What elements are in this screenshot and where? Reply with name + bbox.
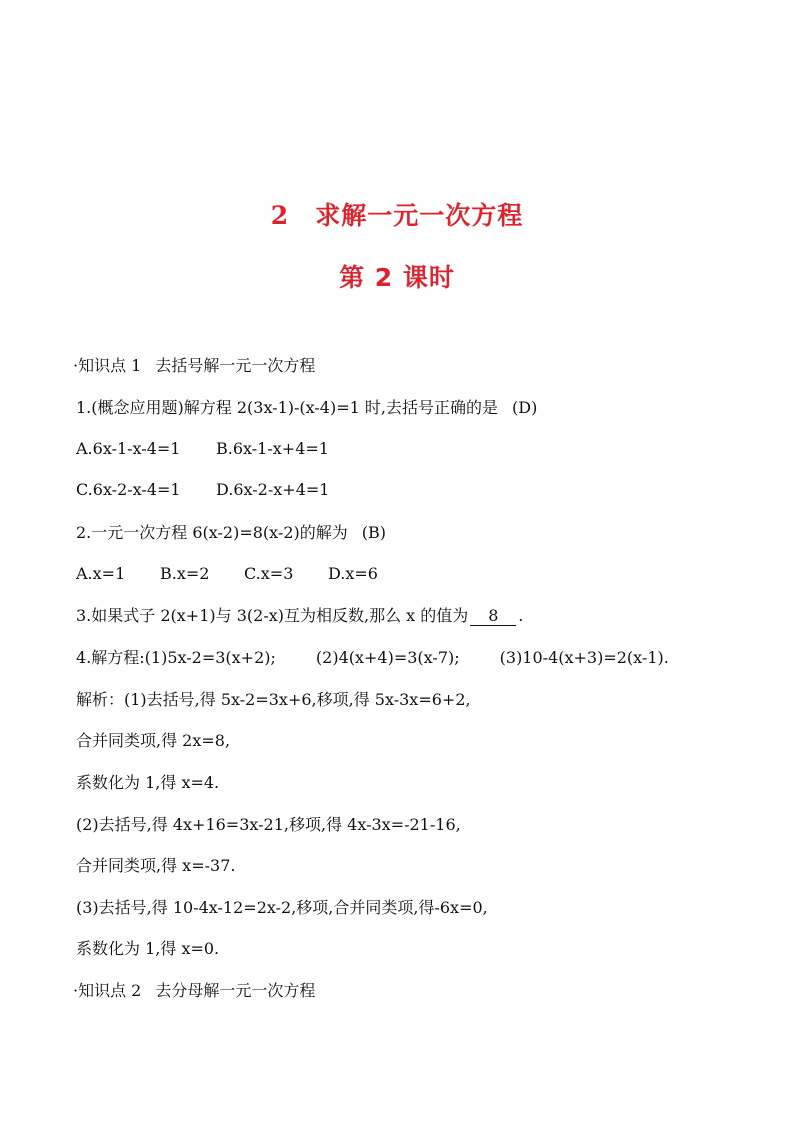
question-1-stem: 1.(概念应用题)解方程 2(3x-1)-(x-4)=1 时,去括号正确的是 [76, 398, 498, 417]
solution-line-1: 解析：(1)去括号,得 5x-2=3x+6,移项,得 5x-3x=6+2, [76, 690, 471, 709]
section-title: 求解一元一次方程 [315, 201, 524, 230]
solution-line-2: 合并同类项,得 2x=8, [76, 731, 231, 750]
solution-line-4: (2)去括号,得 4x+16=3x-21,移项,得 4x-3x=-21-16, [76, 815, 461, 834]
option-b: B.x=2 [160, 564, 210, 583]
question-3-end: . [518, 606, 524, 625]
solution-line-6: (3)去括号,得 10-4x-12=2x-2,移项,合并同类项,得-6x=0, [76, 898, 488, 917]
knowledge-point-2 [73, 981, 315, 1001]
question-3-blank: 8 [470, 607, 516, 626]
question-3 [76, 606, 523, 626]
question-1-options-row-2 [76, 480, 329, 500]
option-b: B.6x-1-x+4=1 [216, 439, 329, 458]
question-2-stem: 2.一元一次方程 6(x-2)=8(x-2)的解为 [76, 523, 348, 542]
section-number: 2 [270, 201, 290, 230]
question-4-part-2: (2)4(x+4)=3(x-7); [315, 648, 460, 667]
page-title [0, 196, 794, 232]
option-d: D.x=6 [328, 564, 378, 583]
question-1 [76, 398, 537, 418]
option-a: A.x=1 [76, 564, 126, 583]
solution-line-7: 系数化为 1,得 x=0. [76, 939, 220, 958]
solution-line-3: 系数化为 1,得 x=4. [76, 773, 220, 792]
knowledge-point-text: 去括号解一元一次方程 [155, 356, 316, 375]
question-1-options-row-1 [76, 439, 329, 459]
knowledge-point-text: 去分母解一元一次方程 [155, 981, 316, 1000]
option-c: C.x=3 [244, 564, 294, 583]
option-c: C.6x-2-x-4=1 [76, 480, 181, 499]
question-4-part-1: 4.解方程:(1)5x-2=3(x+2); [76, 648, 276, 667]
question-4-part-3: (3)10-4(x+3)=2(x-1). [499, 648, 669, 667]
option-d: D.6x-2-x+4=1 [216, 480, 330, 499]
question-4 [76, 648, 669, 668]
question-2-options [76, 564, 378, 584]
question-2 [76, 523, 386, 543]
solution-line-5: 合并同类项,得 x=-37. [76, 856, 236, 875]
knowledge-point-1 [73, 356, 315, 376]
question-1-answer: (D) [512, 398, 538, 417]
knowledge-point-label: ·知识点 1 [73, 356, 142, 375]
lesson-subtitle: 第 2 课时 [339, 263, 455, 292]
question-3-stem: 3.如果式子 2(x+1)与 3(2-x)互为相反数,那么 x 的值为 [76, 606, 469, 625]
knowledge-point-label: ·知识点 2 [73, 981, 142, 1000]
option-a: A.6x-1-x-4=1 [76, 439, 181, 458]
question-2-answer: (B) [361, 523, 386, 542]
